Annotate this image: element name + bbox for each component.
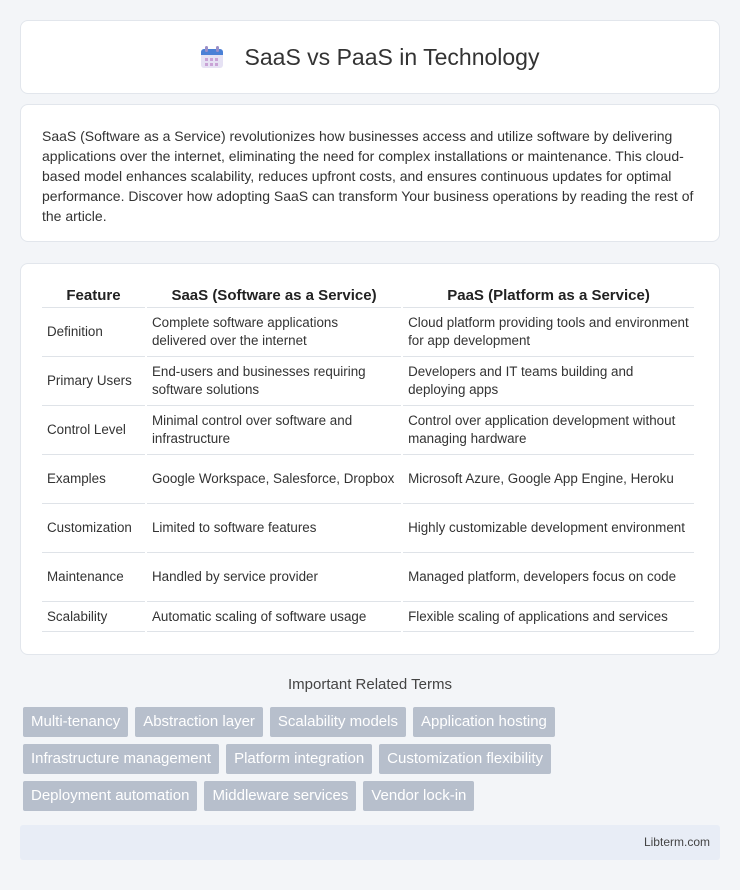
table-cell: Customization [42,504,145,553]
table-row [42,455,694,504]
related-term-tag[interactable]: Multi-tenancy [23,707,128,737]
table-cell: Cloud platform providing tools and environment for app development [403,308,694,357]
table-row [42,308,694,357]
table-row [42,357,694,406]
table-cell: Control Level [42,406,145,455]
table-cell: Minimal control over software and infrastructure [147,406,401,455]
related-terms-title: Important Related Terms [288,676,452,693]
intro-card [20,104,720,242]
related-term-tag[interactable]: Middleware services [204,781,356,811]
table-cell: Control over application development without managing hardware [403,406,694,455]
table-cell: Managed platform, developers focus on code [403,553,694,602]
table-cell: Highly customizable development environment [403,504,694,553]
table-cell: Developers and IT teams building and deploying apps [403,357,694,406]
header-card [20,20,720,94]
related-term-tag[interactable]: Application hosting [413,707,555,737]
calendar-icon [201,46,223,68]
related-term-tag[interactable]: Infrastructure management [23,744,219,774]
comparison-table [40,284,696,632]
table-cell: Handled by service provider [147,553,401,602]
related-term-tag[interactable]: Deployment automation [23,781,197,811]
table-cell: Primary Users [42,357,145,406]
table-cell: Microsoft Azure, Google App Engine, Heroku [403,455,694,504]
page-title: SaaS vs PaaS in Technology [244,43,540,70]
related-term-tag[interactable]: Scalability models [270,707,406,737]
related-term-tag[interactable]: Abstraction layer [135,707,263,737]
table-row [42,553,694,602]
table-cell: End-users and businesses requiring software solutions [147,357,401,406]
column-header: SaaS (Software as a Service) [147,284,401,308]
table-row [42,504,694,553]
intro-text: SaaS (Software as a Service) revolutionizes how businesses access and utilize software by delivering applications over the internet, eliminating the need for complex installations or maintenance. This cloud-based model enhances scalability, reduces upfront costs, and ensures continuous updates for optimal performance. Discover how adopting SaaS can transform Your business operations by reading the rest of the article. [42,128,694,224]
related-term-tag[interactable]: Vendor lock-in [363,781,474,811]
table-cell: Flexible scaling of applications and services [403,602,694,632]
comparison-table-card [20,263,720,655]
table-cell: Examples [42,455,145,504]
table-cell: Limited to software features [147,504,401,553]
table-cell: Complete software applications delivered over the internet [147,308,401,357]
table-row [42,406,694,455]
table-cell: Google Workspace, Salesforce, Dropbox [147,455,401,504]
table-row [42,602,694,632]
table-cell: Maintenance [42,553,145,602]
related-term-tag[interactable]: Customization flexibility [379,744,551,774]
footer-site-link[interactable]: Libterm.com [643,835,710,849]
table-cell: Scalability [42,602,145,632]
related-term-tag[interactable]: Platform integration [226,744,372,774]
table-cell: Automatic scaling of software usage [147,602,401,632]
footer [20,825,720,860]
column-header: Feature [42,284,145,308]
column-header: PaaS (Platform as a Service) [403,284,694,308]
table-cell: Definition [42,308,145,357]
related-terms-list [23,707,723,818]
